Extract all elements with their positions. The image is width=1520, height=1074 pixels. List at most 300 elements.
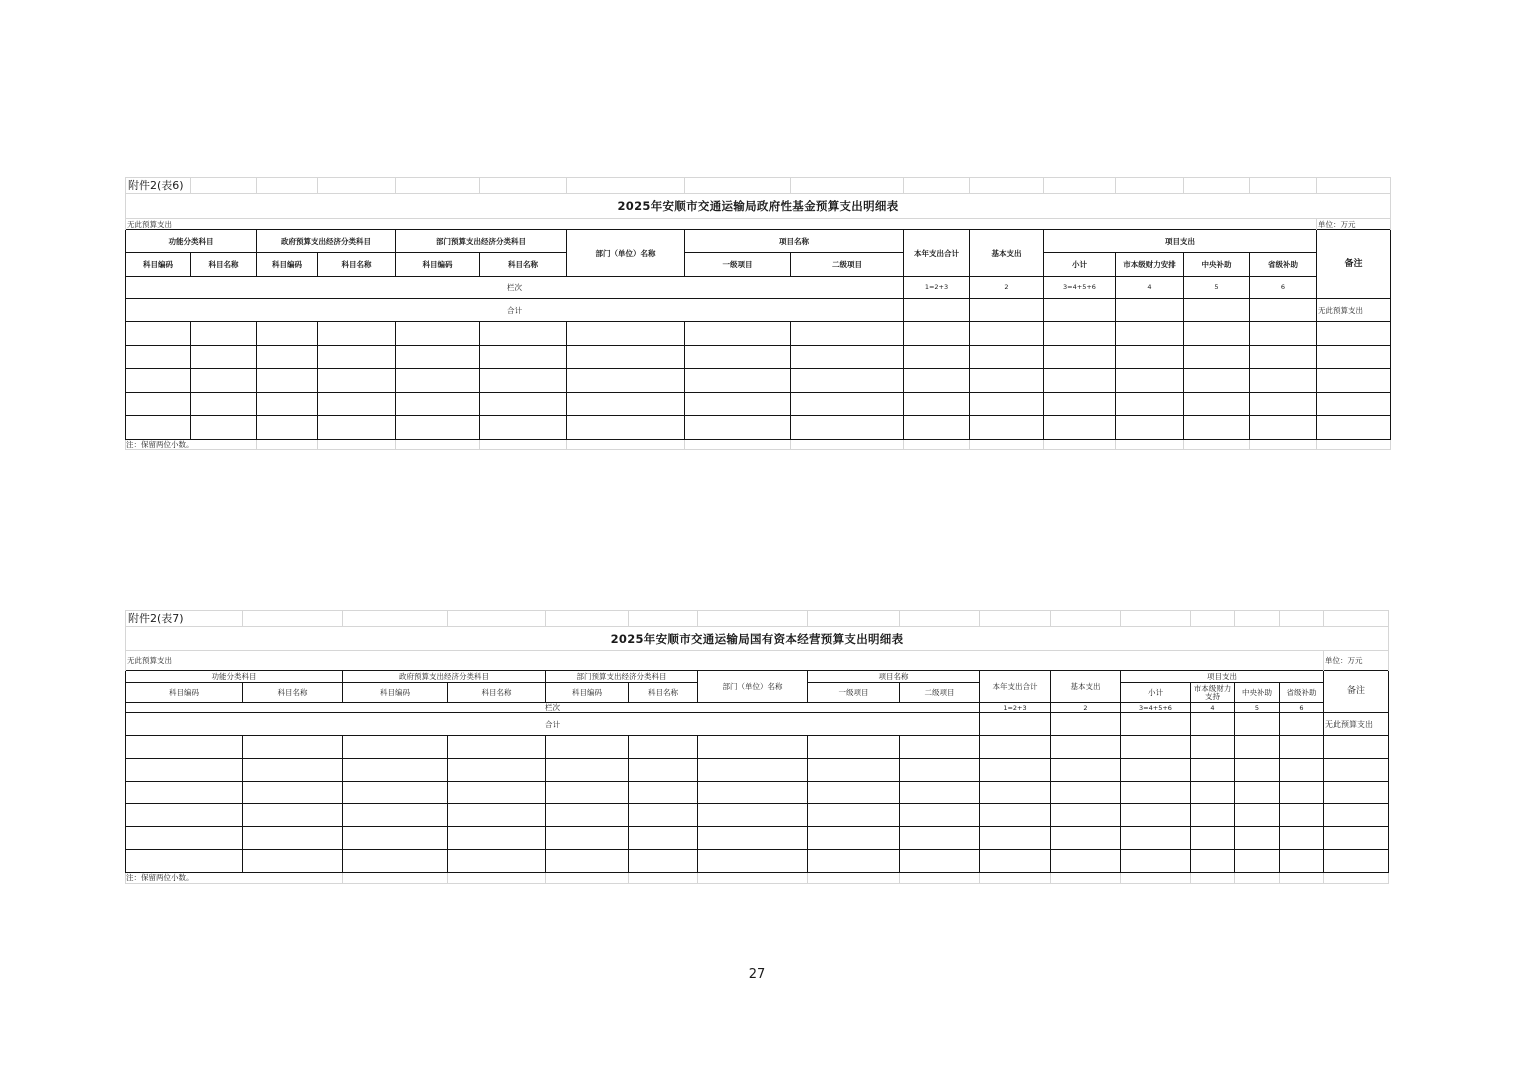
header-dept-economic-category: 部门预算支出经济分类科目	[546, 671, 698, 683]
table-cell	[126, 322, 191, 346]
table-cell	[1317, 416, 1391, 440]
table-cell	[343, 804, 448, 827]
table-cell	[629, 758, 698, 781]
table-cell	[1051, 804, 1121, 827]
table-cell	[1317, 369, 1391, 393]
table-cell	[480, 392, 567, 416]
table-cell	[1324, 781, 1389, 804]
grid-cell	[257, 178, 318, 194]
grid-cell	[980, 872, 1051, 883]
table-cell	[808, 804, 900, 827]
table-cell	[1191, 827, 1235, 850]
table-cell	[1191, 736, 1235, 759]
table-cell	[396, 369, 480, 393]
total-row	[126, 713, 1389, 736]
table-cell	[448, 849, 546, 872]
table-cell	[126, 781, 243, 804]
table-cell	[243, 736, 343, 759]
grid-cell	[480, 439, 567, 449]
table-cell	[343, 736, 448, 759]
table-cell	[318, 345, 396, 369]
table-cell	[629, 736, 698, 759]
grid-cell	[546, 611, 629, 627]
table-cell	[1324, 758, 1389, 781]
grid-cell	[904, 439, 970, 449]
table-cell	[318, 416, 396, 440]
table-cell	[126, 416, 191, 440]
attachment-label: 附件2(表7)	[126, 611, 243, 627]
header-functional-category: 功能分类科目	[126, 230, 257, 253]
column-number-cell: 6	[1280, 703, 1324, 713]
grid-cell	[191, 178, 257, 194]
table-cell	[126, 392, 191, 416]
header-subtotal: 小计	[1121, 683, 1191, 703]
table-cell	[1121, 758, 1191, 781]
table-cell	[698, 781, 808, 804]
table-cell	[1235, 827, 1280, 850]
table-cell	[396, 345, 480, 369]
total-cell	[970, 299, 1044, 322]
header-subject-code: 科目编码	[257, 253, 318, 277]
table-cell	[1280, 736, 1324, 759]
header-subtotal: 小计	[1044, 253, 1116, 277]
table-cell	[1235, 758, 1280, 781]
table-row	[126, 322, 1391, 346]
table-cell	[1324, 804, 1389, 827]
table-cell	[1235, 849, 1280, 872]
header-city-funding: 市本级财力支持	[1191, 683, 1235, 703]
grid-cell	[480, 178, 567, 194]
grid-cell	[1235, 872, 1280, 883]
grid-cell	[1250, 439, 1317, 449]
header-functional-category: 功能分类科目	[126, 671, 343, 683]
table-cell	[1051, 781, 1121, 804]
column-number-row	[126, 277, 1391, 299]
header-subject-code: 科目编码	[546, 683, 629, 703]
table-cell	[1044, 416, 1116, 440]
grid-cell	[685, 178, 791, 194]
grid-cell	[904, 178, 970, 194]
footnote-row	[126, 439, 1391, 449]
total-cell	[1116, 299, 1184, 322]
header-city-funding: 市本级财力安排	[1116, 253, 1184, 277]
table-cell	[546, 736, 629, 759]
table-cell	[791, 322, 904, 346]
table-cell	[698, 758, 808, 781]
column-number-cell: 2	[970, 277, 1044, 299]
table-cell	[900, 804, 980, 827]
table-cell	[243, 827, 343, 850]
table-cell	[808, 758, 900, 781]
table-cell	[698, 827, 808, 850]
table-cell	[980, 827, 1051, 850]
table-cell	[546, 758, 629, 781]
header-gov-economic-category: 政府预算支出经济分类科目	[343, 671, 546, 683]
grid-cell	[1121, 611, 1191, 627]
attachment-label: 附件2(表6)	[126, 178, 191, 194]
total-row-label: 合计	[126, 299, 904, 322]
table-cell	[980, 804, 1051, 827]
table-cell	[1044, 369, 1116, 393]
header-remarks: 备注	[1324, 671, 1389, 713]
table-cell	[808, 781, 900, 804]
table-cell	[791, 369, 904, 393]
table-cell	[1317, 345, 1391, 369]
table-cell	[1116, 392, 1184, 416]
table-cell	[480, 416, 567, 440]
table-cell	[318, 322, 396, 346]
grid-cell	[1324, 872, 1389, 883]
header-gov-economic-category: 政府预算支出经济分类科目	[257, 230, 396, 253]
table-cell	[448, 781, 546, 804]
table-cell	[900, 827, 980, 850]
table-cell	[243, 758, 343, 781]
table-cell	[318, 369, 396, 393]
grid-cell	[567, 178, 685, 194]
table-cell	[970, 416, 1044, 440]
table-cell	[1250, 345, 1317, 369]
header-year-total: 本年支出合计	[980, 671, 1051, 703]
column-number-cell: 1=2+3	[980, 703, 1051, 713]
table-cell	[126, 369, 191, 393]
table-title: 2025年安顺市交通运输局政府性基金预算支出明细表	[126, 194, 1391, 219]
grid-cell	[698, 872, 808, 883]
grid-cell	[1184, 439, 1250, 449]
grid-cell	[1191, 872, 1235, 883]
table-cell	[1184, 369, 1250, 393]
header-project-expenditure: 项目支出	[1121, 671, 1324, 683]
header-subject-code: 科目编码	[396, 253, 480, 277]
table-cell	[904, 416, 970, 440]
table-cell	[567, 369, 685, 393]
header-subject-name: 科目名称	[480, 253, 567, 277]
table-7-block	[125, 610, 1389, 884]
header-subject-code: 科目编码	[126, 253, 191, 277]
table-cell	[546, 849, 629, 872]
grid-cell	[698, 611, 808, 627]
table-cell	[126, 758, 243, 781]
header-level2-project: 二级项目	[791, 253, 904, 277]
table-cell	[1116, 416, 1184, 440]
grid-cell	[808, 611, 900, 627]
table-cell	[1250, 392, 1317, 416]
column-number-cell: 4	[1116, 277, 1184, 299]
table-cell	[448, 736, 546, 759]
table-cell	[698, 849, 808, 872]
table-row	[126, 345, 1391, 369]
header-level1-project: 一级项目	[808, 683, 900, 703]
total-cell	[1044, 299, 1116, 322]
unit-row	[126, 219, 1391, 230]
unit-label: 单位：万元	[1324, 651, 1389, 671]
table-cell	[1280, 827, 1324, 850]
table-cell	[343, 781, 448, 804]
grid-cell	[791, 439, 904, 449]
footnote-row	[126, 872, 1389, 883]
table-cell	[546, 827, 629, 850]
grid-cell	[396, 439, 480, 449]
column-number-cell: 3=4+5+6	[1044, 277, 1116, 299]
table-cell	[900, 849, 980, 872]
table-cell	[448, 827, 546, 850]
column-number-cell: 1=2+3	[904, 277, 970, 299]
table-cell	[567, 416, 685, 440]
table-cell	[1324, 827, 1389, 850]
total-remarks: 无此预算支出	[1317, 299, 1391, 322]
grid-cell	[970, 178, 1044, 194]
table-row	[126, 781, 1389, 804]
table-cell	[1051, 849, 1121, 872]
grid-cell	[791, 178, 904, 194]
footnote: 注：保留两位小数。	[126, 872, 343, 883]
no-budget-note: 无此预算支出	[126, 651, 1324, 671]
table-cell	[1280, 849, 1324, 872]
table-cell	[1184, 322, 1250, 346]
grid-cell	[900, 872, 980, 883]
grid-cell	[1250, 178, 1317, 194]
grid-cell	[318, 178, 396, 194]
table-cell	[685, 369, 791, 393]
total-cell	[1121, 713, 1191, 736]
table-cell	[1184, 345, 1250, 369]
header-project-name: 项目名称	[685, 230, 904, 253]
header-subject-name: 科目名称	[243, 683, 343, 703]
header-subject-code: 科目编码	[126, 683, 243, 703]
grid-cell	[243, 611, 343, 627]
grid-cell	[343, 872, 448, 883]
table-cell	[1051, 827, 1121, 850]
header-central-subsidy: 中央补助	[1235, 683, 1280, 703]
title-row	[126, 627, 1389, 651]
table-cell	[980, 849, 1051, 872]
header-central-subsidy: 中央补助	[1184, 253, 1250, 277]
table-row	[126, 804, 1389, 827]
grid-cell	[970, 439, 1044, 449]
table-cell	[243, 849, 343, 872]
table-cell	[480, 322, 567, 346]
header-row-2	[126, 253, 1391, 277]
header-remarks: 备注	[1317, 230, 1391, 299]
header-level1-project: 一级项目	[685, 253, 791, 277]
table-cell	[808, 736, 900, 759]
table-cell	[1121, 804, 1191, 827]
table-cell	[1044, 322, 1116, 346]
grid-cell	[1044, 178, 1116, 194]
table-cell	[1280, 781, 1324, 804]
table-cell	[791, 392, 904, 416]
header-level2-project: 二级项目	[900, 683, 980, 703]
table-cell	[1324, 736, 1389, 759]
grid-cell	[1280, 872, 1324, 883]
table-cell	[191, 416, 257, 440]
table-cell	[191, 392, 257, 416]
total-cell	[980, 713, 1051, 736]
header-row-1	[126, 230, 1391, 253]
table-cell	[970, 369, 1044, 393]
table-cell	[1317, 322, 1391, 346]
table-cell	[1121, 849, 1191, 872]
grid-cell	[1044, 439, 1116, 449]
table-cell	[243, 781, 343, 804]
header-basic-expenditure: 基本支出	[1051, 671, 1121, 703]
table-cell	[900, 781, 980, 804]
table-cell	[343, 849, 448, 872]
table-cell	[629, 827, 698, 850]
header-year-total: 本年支出合计	[904, 230, 970, 277]
table-cell	[126, 827, 243, 850]
table-cell	[1191, 804, 1235, 827]
grid-cell	[318, 439, 396, 449]
table-cell	[629, 804, 698, 827]
table-cell	[980, 736, 1051, 759]
grid-cell	[1051, 872, 1121, 883]
header-subject-code: 科目编码	[343, 683, 448, 703]
table-cell	[480, 345, 567, 369]
table-cell	[257, 345, 318, 369]
table-cell	[567, 345, 685, 369]
total-cell	[1280, 713, 1324, 736]
table-cell	[808, 827, 900, 850]
table-cell	[126, 804, 243, 827]
table-cell	[191, 345, 257, 369]
table-cell	[970, 322, 1044, 346]
table-cell	[1250, 416, 1317, 440]
page-number: 27	[748, 967, 766, 982]
table-cell	[808, 849, 900, 872]
table-cell	[191, 369, 257, 393]
grid-cell	[343, 611, 448, 627]
table-cell	[567, 322, 685, 346]
total-cell	[904, 299, 970, 322]
table-cell	[1191, 781, 1235, 804]
table-cell	[970, 392, 1044, 416]
table-cell	[1250, 322, 1317, 346]
table-cell	[904, 369, 970, 393]
total-cell	[1191, 713, 1235, 736]
table-row	[126, 758, 1389, 781]
grid-cell	[1191, 611, 1235, 627]
no-budget-note: 无此预算支出	[126, 219, 1317, 230]
table-cell	[1121, 827, 1191, 850]
unit-row	[126, 651, 1389, 671]
table-cell	[904, 322, 970, 346]
table-row	[126, 849, 1389, 872]
grid-cell	[1121, 872, 1191, 883]
table-cell	[396, 416, 480, 440]
table-cell	[318, 392, 396, 416]
table-cell	[257, 369, 318, 393]
table-cell	[629, 849, 698, 872]
column-number-cell: 6	[1250, 277, 1317, 299]
header-provincial-subsidy: 省级补助	[1250, 253, 1317, 277]
table-cell	[1280, 804, 1324, 827]
footnote: 注：保留两位小数。	[126, 439, 257, 449]
attachment-row	[126, 178, 1391, 194]
grid-cell	[396, 178, 480, 194]
column-number-row	[126, 703, 1389, 713]
grid-cell	[1116, 178, 1184, 194]
table-cell	[1116, 369, 1184, 393]
table-cell	[1116, 345, 1184, 369]
column-number-cell: 5	[1184, 277, 1250, 299]
table-cell	[126, 345, 191, 369]
grid-cell	[685, 439, 791, 449]
total-cell	[1184, 299, 1250, 322]
table-cell	[698, 736, 808, 759]
table-cell	[1235, 781, 1280, 804]
state-capital-budget-table	[125, 610, 1389, 884]
table-cell	[1121, 781, 1191, 804]
table-cell	[396, 392, 480, 416]
grid-cell	[1051, 611, 1121, 627]
table-cell	[257, 322, 318, 346]
table-cell	[448, 804, 546, 827]
column-number-cell: 3=4+5+6	[1121, 703, 1191, 713]
grid-cell	[980, 611, 1051, 627]
grid-cell	[1116, 439, 1184, 449]
table-cell	[1191, 849, 1235, 872]
column-number-label: 栏次	[126, 277, 904, 299]
header-project-expenditure: 项目支出	[1044, 230, 1317, 253]
table-cell	[1121, 736, 1191, 759]
grid-cell	[629, 611, 698, 627]
table-cell	[1235, 804, 1280, 827]
grid-cell	[448, 611, 546, 627]
total-cell	[1051, 713, 1121, 736]
table-cell	[1280, 758, 1324, 781]
title-row	[126, 194, 1391, 219]
header-row-1	[126, 671, 1389, 683]
header-subject-name: 科目名称	[448, 683, 546, 703]
table-cell	[980, 781, 1051, 804]
header-dept-name: 部门（单位）名称	[698, 671, 808, 703]
grid-cell	[1317, 439, 1391, 449]
header-subject-name: 科目名称	[629, 683, 698, 703]
table-cell	[980, 758, 1051, 781]
table-cell	[191, 322, 257, 346]
table-cell	[629, 781, 698, 804]
header-project-name: 项目名称	[808, 671, 980, 683]
table-cell	[126, 849, 243, 872]
table-cell	[243, 804, 343, 827]
table-cell	[685, 345, 791, 369]
table-cell	[1324, 849, 1389, 872]
grid-cell	[629, 872, 698, 883]
total-remarks: 无此预算支出	[1324, 713, 1389, 736]
table-cell	[126, 736, 243, 759]
grid-cell	[1235, 611, 1280, 627]
table-row	[126, 827, 1389, 850]
header-provincial-subsidy: 省级补助	[1280, 683, 1324, 703]
grid-cell	[1280, 611, 1324, 627]
table-cell	[343, 758, 448, 781]
total-cell	[1235, 713, 1280, 736]
table-cell	[1235, 736, 1280, 759]
grid-cell	[546, 872, 629, 883]
table-cell	[1044, 345, 1116, 369]
grid-cell	[448, 872, 546, 883]
table-cell	[685, 322, 791, 346]
table-cell	[1051, 758, 1121, 781]
table-cell	[567, 392, 685, 416]
table-cell	[904, 345, 970, 369]
table-cell	[257, 416, 318, 440]
grid-cell	[900, 611, 980, 627]
total-cell	[1250, 299, 1317, 322]
table-cell	[480, 369, 567, 393]
column-number-cell: 5	[1235, 703, 1280, 713]
grid-cell	[1324, 611, 1389, 627]
